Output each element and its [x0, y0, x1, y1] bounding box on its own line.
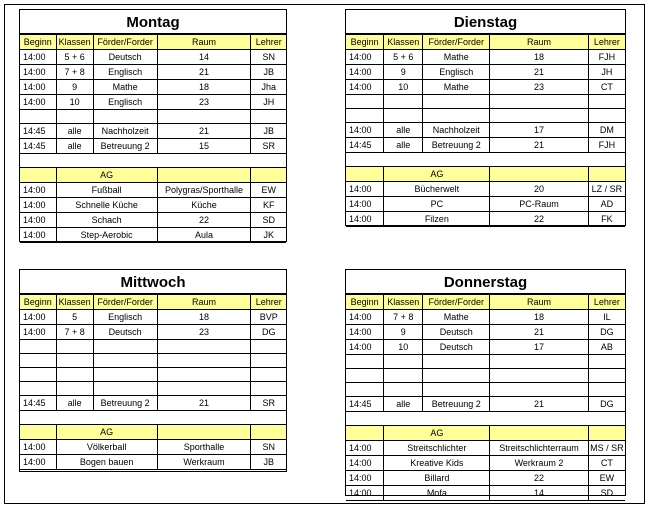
header-row	[20, 35, 286, 50]
cell-lehrer: MS / SR	[588, 441, 625, 456]
cell-ag-name: Schnelle Küche	[56, 198, 157, 213]
cell-raum	[490, 355, 588, 369]
cell-foerder	[423, 383, 490, 397]
cell-foerder: Englisch	[93, 310, 157, 325]
cell-raum: 23	[157, 325, 251, 340]
cell-ag-name: Bücherwelt	[384, 182, 490, 197]
cell-klassen: 9	[384, 325, 423, 340]
cell-raum: 15	[157, 139, 251, 154]
day-panel-montag	[19, 9, 287, 242]
table-row	[20, 50, 286, 65]
cell-lehrer: LZ / SR	[588, 182, 625, 197]
cell-foerder	[93, 354, 157, 368]
cell-beginn	[20, 110, 56, 124]
cell-raum: 21	[490, 65, 588, 80]
cell-beginn: 14:00	[20, 95, 56, 110]
cell-beginn: 14:00	[20, 213, 56, 228]
cell-raum: 18	[157, 310, 251, 325]
table-row	[346, 50, 625, 65]
cell-raum: 17	[490, 340, 588, 355]
cell-klassen: 10	[384, 340, 423, 355]
column-header-raum: Raum	[490, 35, 588, 50]
column-header-lehrer: Lehrer	[588, 35, 625, 50]
cell-lehrer: JH	[251, 95, 286, 110]
cell-klassen	[384, 95, 423, 109]
cell-foerder	[93, 110, 157, 124]
cell-foerder: Deutsch	[93, 50, 157, 65]
ag-header-blank	[588, 167, 625, 182]
ag-row	[346, 471, 625, 486]
table-row	[346, 325, 625, 340]
ag-row	[346, 486, 625, 501]
cell-raum: 21	[157, 65, 251, 80]
ag-row	[20, 183, 286, 198]
cell-lehrer	[588, 355, 625, 369]
cell-lehrer	[251, 110, 286, 124]
cell-raum: Werkraum	[157, 455, 251, 470]
ag-header-blank	[20, 168, 56, 183]
ag-row	[20, 213, 286, 228]
cell-raum: 21	[490, 397, 588, 412]
cell-raum: 21	[490, 138, 588, 153]
cell-ag-name: PC	[384, 197, 490, 212]
cell-klassen: 10	[384, 80, 423, 95]
cell-lehrer: EW	[588, 471, 625, 486]
spacer-row	[346, 412, 625, 426]
header-row	[346, 295, 625, 310]
cell-foerder: Nachholzeit	[423, 123, 490, 138]
table-row	[20, 368, 286, 382]
ag-label: AG	[56, 168, 157, 183]
cell-raum: 18	[490, 310, 588, 325]
cell-lehrer: DG	[588, 397, 625, 412]
ag-label: AG	[384, 426, 490, 441]
cell-lehrer: EW	[251, 183, 286, 198]
cell-raum: 17	[490, 123, 588, 138]
table-row	[20, 382, 286, 396]
column-header-beginn: Beginn	[346, 35, 384, 50]
cell-beginn	[346, 109, 384, 123]
schedule-table	[20, 34, 286, 243]
day-title: Mittwoch	[20, 270, 286, 294]
table-row	[20, 65, 286, 80]
table-row	[346, 65, 625, 80]
column-header-foerder: Förder/Forder	[423, 35, 490, 50]
spacer-cell	[346, 412, 625, 426]
cell-raum: 23	[157, 95, 251, 110]
cell-foerder: Betreuung 2	[93, 139, 157, 154]
table-row	[346, 369, 625, 383]
cell-klassen: 9	[384, 65, 423, 80]
cell-beginn: 14:00	[346, 325, 384, 340]
cell-lehrer	[588, 383, 625, 397]
cell-lehrer: Jha	[251, 80, 286, 95]
column-header-beginn: Beginn	[20, 35, 56, 50]
cell-foerder: Mathe	[423, 50, 490, 65]
cell-beginn: 14:45	[346, 138, 384, 153]
cell-lehrer: CT	[588, 80, 625, 95]
cell-raum	[490, 383, 588, 397]
cell-beginn: 14:00	[20, 65, 56, 80]
cell-lehrer: DM	[588, 123, 625, 138]
cell-klassen: alle	[56, 139, 93, 154]
cell-beginn: 14:45	[346, 397, 384, 412]
schedule-table	[346, 294, 625, 501]
table-row	[20, 80, 286, 95]
cell-beginn: 14:00	[346, 340, 384, 355]
cell-lehrer: SN	[251, 50, 286, 65]
cell-beginn	[20, 354, 56, 368]
cell-beginn	[20, 340, 56, 354]
cell-lehrer	[588, 369, 625, 383]
cell-beginn: 14:45	[20, 124, 56, 139]
table-row	[20, 95, 286, 110]
cell-raum	[490, 95, 588, 109]
cell-ag-name: Fußball	[56, 183, 157, 198]
cell-klassen: 7 + 8	[384, 310, 423, 325]
cell-beginn: 14:00	[20, 183, 56, 198]
cell-lehrer	[251, 340, 286, 354]
cell-beginn: 14:00	[20, 325, 56, 340]
ag-header-row	[20, 168, 286, 183]
cell-klassen	[384, 109, 423, 123]
cell-beginn: 14:00	[20, 440, 56, 455]
cell-raum: 21	[157, 124, 251, 139]
cell-raum: 22	[490, 212, 588, 227]
cell-beginn: 14:00	[346, 471, 384, 486]
cell-beginn: 14:00	[346, 123, 384, 138]
cell-ag-name: Step-Aerobic	[56, 228, 157, 243]
ag-header-blank	[346, 167, 384, 182]
column-header-lehrer: Lehrer	[251, 295, 286, 310]
ag-header-blank	[588, 426, 625, 441]
column-header-raum: Raum	[157, 295, 251, 310]
cell-foerder	[93, 382, 157, 396]
cell-lehrer: AB	[588, 340, 625, 355]
ag-row	[346, 441, 625, 456]
table-row	[20, 325, 286, 340]
cell-raum	[490, 109, 588, 123]
column-header-beginn: Beginn	[346, 295, 384, 310]
cell-beginn	[346, 355, 384, 369]
cell-klassen: 7 + 8	[56, 325, 93, 340]
cell-lehrer: FJH	[588, 50, 625, 65]
table-row	[346, 355, 625, 369]
cell-foerder: Englisch	[93, 65, 157, 80]
cell-lehrer: CT	[588, 456, 625, 471]
cell-foerder: Englisch	[423, 65, 490, 80]
table-row	[20, 124, 286, 139]
schedule-table	[346, 34, 625, 227]
cell-lehrer	[251, 368, 286, 382]
cell-beginn	[346, 383, 384, 397]
cell-raum	[157, 110, 251, 124]
cell-beginn: 14:00	[20, 455, 56, 470]
cell-ag-name: Mofa	[384, 486, 490, 501]
table-row	[20, 354, 286, 368]
ag-row	[346, 197, 625, 212]
cell-ag-name: Kreative Kids	[384, 456, 490, 471]
ag-header-row	[346, 426, 625, 441]
column-header-klassen: Klassen	[384, 35, 423, 50]
ag-header-blank	[251, 425, 286, 440]
cell-ag-name: Filzen	[384, 212, 490, 227]
ag-header-row	[346, 167, 625, 182]
cell-beginn	[346, 369, 384, 383]
spacer-cell	[20, 154, 286, 168]
column-header-raum: Raum	[490, 295, 588, 310]
cell-lehrer: SN	[251, 440, 286, 455]
table-row	[20, 110, 286, 124]
header-row	[20, 295, 286, 310]
table-row	[346, 383, 625, 397]
ag-header-blank	[20, 425, 56, 440]
column-header-raum: Raum	[157, 35, 251, 50]
cell-raum: 22	[490, 471, 588, 486]
cell-beginn: 14:00	[346, 50, 384, 65]
cell-klassen: alle	[384, 123, 423, 138]
ag-header-blank	[251, 168, 286, 183]
cell-foerder	[423, 369, 490, 383]
spacer-cell	[20, 411, 286, 425]
cell-lehrer: SD	[251, 213, 286, 228]
cell-beginn: 14:45	[20, 396, 56, 411]
column-header-lehrer: Lehrer	[251, 35, 286, 50]
cell-lehrer: SD	[588, 486, 625, 501]
table-row	[346, 95, 625, 109]
cell-lehrer	[588, 95, 625, 109]
cell-foerder: Mathe	[423, 80, 490, 95]
cell-raum: 20	[490, 182, 588, 197]
column-header-lehrer: Lehrer	[588, 295, 625, 310]
cell-ag-name: Völkerball	[56, 440, 157, 455]
ag-row	[20, 228, 286, 243]
cell-foerder: Deutsch	[423, 340, 490, 355]
ag-row	[346, 456, 625, 471]
column-header-foerder: Förder/Forder	[423, 295, 490, 310]
spacer-cell	[346, 153, 625, 167]
cell-beginn: 14:00	[20, 310, 56, 325]
cell-raum: Werkraum 2	[490, 456, 588, 471]
column-header-foerder: Förder/Forder	[93, 295, 157, 310]
day-title: Montag	[20, 10, 286, 34]
table-row	[346, 109, 625, 123]
table-row	[346, 123, 625, 138]
ag-row	[20, 440, 286, 455]
ag-row	[20, 198, 286, 213]
table-row	[346, 340, 625, 355]
column-header-beginn: Beginn	[20, 295, 56, 310]
cell-beginn: 14:00	[346, 456, 384, 471]
cell-lehrer: JB	[251, 124, 286, 139]
cell-lehrer: DG	[588, 325, 625, 340]
cell-beginn: 14:00	[346, 212, 384, 227]
cell-foerder: Betreuung 2	[423, 397, 490, 412]
cell-lehrer: JK	[251, 228, 286, 243]
ag-label: AG	[56, 425, 157, 440]
cell-klassen: 9	[56, 80, 93, 95]
cell-raum: 21	[490, 325, 588, 340]
ag-header-blank	[490, 426, 588, 441]
cell-lehrer	[588, 109, 625, 123]
cell-beginn: 14:00	[346, 197, 384, 212]
column-header-klassen: Klassen	[56, 35, 93, 50]
cell-raum: 23	[490, 80, 588, 95]
cell-lehrer: FJH	[588, 138, 625, 153]
cell-foerder	[423, 95, 490, 109]
table-row	[20, 396, 286, 411]
cell-lehrer: KF	[251, 198, 286, 213]
cell-foerder	[423, 109, 490, 123]
cell-beginn: 14:00	[20, 80, 56, 95]
day-title: Donnerstag	[346, 270, 625, 294]
cell-ag-name: Schach	[56, 213, 157, 228]
cell-raum: 18	[490, 50, 588, 65]
table-row	[346, 138, 625, 153]
table-row	[20, 340, 286, 354]
cell-klassen	[56, 110, 93, 124]
cell-foerder: Betreuung 2	[93, 396, 157, 411]
cell-klassen: alle	[56, 124, 93, 139]
cell-beginn	[20, 382, 56, 396]
spacer-row	[20, 154, 286, 168]
cell-klassen	[56, 340, 93, 354]
cell-klassen: 10	[56, 95, 93, 110]
cell-klassen	[56, 354, 93, 368]
ag-label: AG	[384, 167, 490, 182]
cell-raum: 21	[157, 396, 251, 411]
cell-foerder: Mathe	[423, 310, 490, 325]
cell-lehrer	[251, 382, 286, 396]
cell-klassen: 7 + 8	[56, 65, 93, 80]
cell-raum: Streitschlichterraum	[490, 441, 588, 456]
cell-klassen: alle	[384, 138, 423, 153]
spacer-row	[346, 153, 625, 167]
cell-raum: 22	[157, 213, 251, 228]
table-row	[20, 139, 286, 154]
cell-lehrer: JB	[251, 65, 286, 80]
header-row	[346, 35, 625, 50]
cell-raum: Polygras/Sporthalle	[157, 183, 251, 198]
cell-beginn: 14:00	[346, 486, 384, 501]
cell-beginn: 14:45	[20, 139, 56, 154]
cell-foerder	[93, 340, 157, 354]
cell-klassen: alle	[56, 396, 93, 411]
cell-klassen	[384, 383, 423, 397]
cell-foerder: Deutsch	[423, 325, 490, 340]
cell-beginn	[20, 368, 56, 382]
cell-raum: Sporthalle	[157, 440, 251, 455]
cell-beginn	[346, 95, 384, 109]
cell-raum: 14	[157, 50, 251, 65]
cell-ag-name: Streitschlichter	[384, 441, 490, 456]
cell-raum	[490, 369, 588, 383]
cell-lehrer: JH	[588, 65, 625, 80]
ag-header-row	[20, 425, 286, 440]
cell-beginn: 14:00	[20, 228, 56, 243]
cell-klassen	[384, 369, 423, 383]
cell-raum: 18	[157, 80, 251, 95]
ag-header-blank	[490, 167, 588, 182]
cell-raum: Küche	[157, 198, 251, 213]
cell-lehrer: AD	[588, 197, 625, 212]
cell-klassen: 5	[56, 310, 93, 325]
cell-foerder	[423, 355, 490, 369]
schedule-table	[20, 294, 286, 470]
ag-row	[346, 182, 625, 197]
cell-foerder: Mathe	[93, 80, 157, 95]
column-header-klassen: Klassen	[56, 295, 93, 310]
day-panel-dienstag	[345, 9, 626, 226]
table-row	[346, 310, 625, 325]
cell-ag-name: Billard	[384, 471, 490, 486]
cell-foerder: Englisch	[93, 95, 157, 110]
spacer-row	[20, 411, 286, 425]
table-row	[346, 80, 625, 95]
cell-ag-name: Bogen bauen	[56, 455, 157, 470]
cell-raum	[157, 382, 251, 396]
cell-beginn: 14:00	[346, 65, 384, 80]
cell-lehrer: JB	[251, 455, 286, 470]
cell-lehrer: FK	[588, 212, 625, 227]
cell-lehrer: BVP	[251, 310, 286, 325]
cell-foerder: Nachholzeit	[93, 124, 157, 139]
day-panel-mittwoch	[19, 269, 287, 472]
cell-raum: Aula	[157, 228, 251, 243]
day-panel-donnerstag	[345, 269, 626, 496]
cell-raum	[157, 368, 251, 382]
ag-header-blank	[346, 426, 384, 441]
cell-beginn: 14:00	[346, 310, 384, 325]
table-row	[20, 310, 286, 325]
cell-klassen	[384, 355, 423, 369]
ag-row	[20, 455, 286, 470]
cell-beginn: 14:00	[346, 182, 384, 197]
cell-foerder: Deutsch	[93, 325, 157, 340]
cell-lehrer: IL	[588, 310, 625, 325]
column-header-klassen: Klassen	[384, 295, 423, 310]
cell-beginn: 14:00	[346, 80, 384, 95]
column-header-foerder: Förder/Forder	[93, 35, 157, 50]
cell-klassen: 5 + 6	[56, 50, 93, 65]
cell-raum	[157, 340, 251, 354]
cell-lehrer: SR	[251, 139, 286, 154]
cell-klassen	[56, 382, 93, 396]
cell-raum	[157, 354, 251, 368]
table-row	[346, 397, 625, 412]
cell-foerder	[93, 368, 157, 382]
cell-klassen	[56, 368, 93, 382]
ag-header-blank	[157, 425, 251, 440]
day-title: Dienstag	[346, 10, 625, 34]
cell-beginn: 14:00	[20, 50, 56, 65]
cell-raum: 14	[490, 486, 588, 501]
cell-beginn: 14:00	[346, 441, 384, 456]
cell-lehrer: SR	[251, 396, 286, 411]
cell-klassen: 5 + 6	[384, 50, 423, 65]
cell-raum: PC-Raum	[490, 197, 588, 212]
cell-klassen: alle	[384, 397, 423, 412]
cell-beginn: 14:00	[20, 198, 56, 213]
cell-foerder: Betreuung 2	[423, 138, 490, 153]
cell-lehrer	[251, 354, 286, 368]
ag-header-blank	[157, 168, 251, 183]
cell-lehrer: DG	[251, 325, 286, 340]
ag-row	[346, 212, 625, 227]
